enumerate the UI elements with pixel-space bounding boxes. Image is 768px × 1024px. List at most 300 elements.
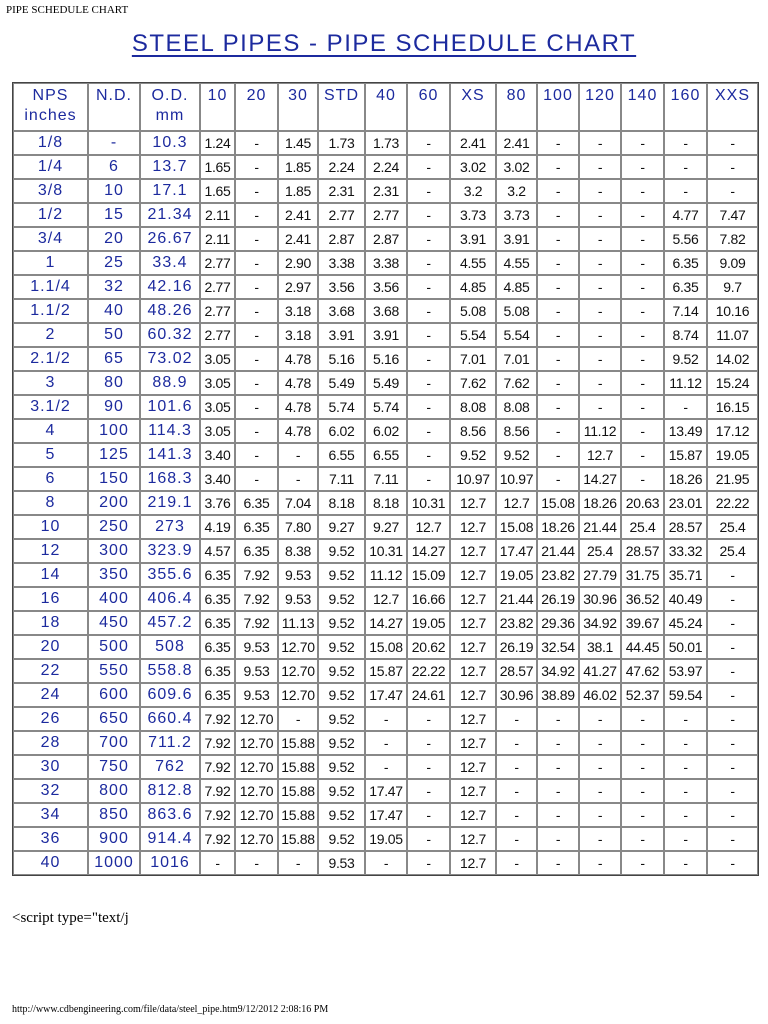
- wall-thickness-cell: 12.7: [450, 539, 496, 563]
- wall-thickness-cell: 3.38: [365, 251, 407, 275]
- table-row: [13, 851, 758, 875]
- wall-thickness-cell: 12.7: [450, 563, 496, 587]
- wall-thickness-cell: 33.32: [664, 539, 707, 563]
- wall-thickness-cell: -: [537, 275, 579, 299]
- wall-thickness-cell: 2.41: [496, 131, 537, 155]
- wall-thickness-cell: -: [621, 371, 664, 395]
- table-row: [13, 683, 758, 707]
- wall-thickness-cell: 20.62: [407, 635, 450, 659]
- wall-thickness-cell: 12.7: [450, 731, 496, 755]
- size-cell: 8: [13, 491, 88, 515]
- size-cell: 300: [88, 539, 140, 563]
- size-cell: 3: [13, 371, 88, 395]
- wall-thickness-cell: -: [579, 707, 621, 731]
- wall-thickness-cell: 4.85: [450, 275, 496, 299]
- column-header: 140: [621, 83, 664, 131]
- wall-thickness-cell: -: [407, 467, 450, 491]
- size-cell: 16: [13, 587, 88, 611]
- wall-thickness-cell: 4.55: [450, 251, 496, 275]
- wall-thickness-cell: 25.4: [707, 539, 758, 563]
- wall-thickness-cell: -: [621, 323, 664, 347]
- wall-thickness-cell: 32.54: [537, 635, 579, 659]
- page-title: STEEL PIPES - PIPE SCHEDULE CHART: [131, 30, 637, 57]
- size-cell: 3.1/2: [13, 395, 88, 419]
- wall-thickness-cell: 2.11: [200, 227, 235, 251]
- wall-thickness-cell: -: [407, 155, 450, 179]
- wall-thickness-cell: 4.78: [278, 395, 318, 419]
- wall-thickness-cell: -: [621, 419, 664, 443]
- wall-thickness-cell: 1.65: [200, 179, 235, 203]
- size-cell: 5: [13, 443, 88, 467]
- wall-thickness-cell: 12.70: [235, 827, 278, 851]
- wall-thickness-cell: 35.71: [664, 563, 707, 587]
- wall-thickness-cell: -: [707, 707, 758, 731]
- wall-thickness-cell: 5.08: [450, 299, 496, 323]
- size-cell: 20: [88, 227, 140, 251]
- wall-thickness-cell: -: [664, 803, 707, 827]
- size-cell: 24: [13, 683, 88, 707]
- wall-thickness-cell: 9.52: [318, 731, 365, 755]
- wall-thickness-cell: -: [407, 827, 450, 851]
- wall-thickness-cell: 6.35: [200, 659, 235, 683]
- wall-thickness-cell: -: [664, 827, 707, 851]
- wall-thickness-cell: 6.35: [200, 611, 235, 635]
- wall-thickness-cell: -: [365, 755, 407, 779]
- wall-thickness-cell: -: [278, 467, 318, 491]
- wall-thickness-cell: -: [365, 851, 407, 875]
- table-row: [13, 707, 758, 731]
- wall-thickness-cell: 8.18: [365, 491, 407, 515]
- wall-thickness-cell: 19.05: [496, 563, 537, 587]
- wall-thickness-cell: -: [579, 275, 621, 299]
- wall-thickness-cell: 9.53: [235, 659, 278, 683]
- wall-thickness-cell: -: [621, 251, 664, 275]
- wall-thickness-cell: -: [579, 251, 621, 275]
- wall-thickness-cell: 28.57: [621, 539, 664, 563]
- wall-thickness-cell: -: [278, 443, 318, 467]
- wall-thickness-cell: -: [235, 131, 278, 155]
- column-header: N.D.: [88, 83, 140, 131]
- wall-thickness-cell: -: [579, 203, 621, 227]
- wall-thickness-cell: -: [407, 851, 450, 875]
- size-cell: 350: [88, 563, 140, 587]
- wall-thickness-cell: 44.45: [621, 635, 664, 659]
- wall-thickness-cell: 7.47: [707, 203, 758, 227]
- size-cell: 400: [88, 587, 140, 611]
- wall-thickness-cell: 2.90: [278, 251, 318, 275]
- wall-thickness-cell: -: [537, 203, 579, 227]
- wall-thickness-cell: -: [407, 731, 450, 755]
- size-cell: 1: [13, 251, 88, 275]
- wall-thickness-cell: 25.4: [707, 515, 758, 539]
- wall-thickness-cell: 21.44: [537, 539, 579, 563]
- wall-thickness-cell: 18.26: [537, 515, 579, 539]
- size-cell: 1/8: [13, 131, 88, 155]
- wall-thickness-cell: -: [537, 755, 579, 779]
- wall-thickness-cell: 34.92: [579, 611, 621, 635]
- wall-thickness-cell: 1.65: [200, 155, 235, 179]
- wall-thickness-cell: 2.77: [318, 203, 365, 227]
- size-cell: 900: [88, 827, 140, 851]
- wall-thickness-cell: 6.35: [664, 275, 707, 299]
- wall-thickness-cell: 9.7: [707, 275, 758, 299]
- wall-thickness-cell: 11.07: [707, 323, 758, 347]
- size-cell: 250: [88, 515, 140, 539]
- size-cell: 700: [88, 731, 140, 755]
- wall-thickness-cell: 38.89: [537, 683, 579, 707]
- wall-thickness-cell: 34.92: [537, 659, 579, 683]
- wall-thickness-cell: -: [664, 779, 707, 803]
- wall-thickness-cell: 9.52: [318, 779, 365, 803]
- wall-thickness-cell: 3.05: [200, 419, 235, 443]
- wall-thickness-cell: 12.70: [235, 803, 278, 827]
- wall-thickness-cell: -: [664, 731, 707, 755]
- table-row: [13, 587, 758, 611]
- wall-thickness-cell: 1.73: [318, 131, 365, 155]
- wall-thickness-cell: -: [537, 323, 579, 347]
- wall-thickness-cell: 9.52: [318, 707, 365, 731]
- wall-thickness-cell: 17.47: [496, 539, 537, 563]
- wall-thickness-cell: -: [579, 851, 621, 875]
- wall-thickness-cell: 7.92: [235, 587, 278, 611]
- table-row: [13, 251, 758, 275]
- wall-thickness-cell: -: [365, 731, 407, 755]
- column-header: 30: [278, 83, 318, 131]
- wall-thickness-cell: 3.76: [200, 491, 235, 515]
- wall-thickness-cell: 8.74: [664, 323, 707, 347]
- wall-thickness-cell: -: [235, 467, 278, 491]
- wall-thickness-cell: 12.7: [496, 491, 537, 515]
- wall-thickness-cell: 38.1: [579, 635, 621, 659]
- wall-thickness-cell: 2.87: [365, 227, 407, 251]
- size-cell: 550: [88, 659, 140, 683]
- wall-thickness-cell: -: [407, 707, 450, 731]
- wall-thickness-cell: 18.26: [579, 491, 621, 515]
- wall-thickness-cell: 2.24: [318, 155, 365, 179]
- wall-thickness-cell: 7.01: [496, 347, 537, 371]
- wall-thickness-cell: 7.92: [235, 611, 278, 635]
- wall-thickness-cell: 12.70: [235, 755, 278, 779]
- table-row: [13, 755, 758, 779]
- pipe-schedule-table: [12, 82, 759, 876]
- wall-thickness-cell: 11.12: [365, 563, 407, 587]
- wall-thickness-cell: 12.7: [450, 779, 496, 803]
- table-row: [13, 443, 758, 467]
- wall-thickness-cell: -: [707, 635, 758, 659]
- wall-thickness-cell: 7.82: [707, 227, 758, 251]
- column-header: 100: [537, 83, 579, 131]
- wall-thickness-cell: 4.85: [496, 275, 537, 299]
- wall-thickness-cell: -: [235, 203, 278, 227]
- wall-thickness-cell: 1.73: [365, 131, 407, 155]
- wall-thickness-cell: 7.92: [235, 563, 278, 587]
- wall-thickness-cell: 3.73: [496, 203, 537, 227]
- table-row: [13, 539, 758, 563]
- size-cell: 558.8: [140, 659, 200, 683]
- wall-thickness-cell: 7.92: [200, 731, 235, 755]
- wall-thickness-cell: 19.05: [407, 611, 450, 635]
- size-cell: 850: [88, 803, 140, 827]
- wall-thickness-cell: 7.92: [200, 707, 235, 731]
- wall-thickness-cell: -: [621, 803, 664, 827]
- wall-thickness-cell: 5.74: [365, 395, 407, 419]
- wall-thickness-cell: -: [621, 179, 664, 203]
- wall-thickness-cell: 9.53: [235, 683, 278, 707]
- column-header: NPS inches: [13, 83, 88, 131]
- wall-thickness-cell: 52.37: [621, 683, 664, 707]
- wall-thickness-cell: -: [579, 227, 621, 251]
- wall-thickness-cell: 3.40: [200, 467, 235, 491]
- wall-thickness-cell: -: [235, 419, 278, 443]
- size-cell: 1016: [140, 851, 200, 875]
- wall-thickness-cell: 2.31: [365, 179, 407, 203]
- wall-thickness-cell: 5.74: [318, 395, 365, 419]
- wall-thickness-cell: 5.54: [496, 323, 537, 347]
- table-row: [13, 155, 758, 179]
- size-cell: 660.4: [140, 707, 200, 731]
- wall-thickness-cell: 45.24: [664, 611, 707, 635]
- wall-thickness-cell: 9.53: [318, 851, 365, 875]
- wall-thickness-cell: -: [707, 179, 758, 203]
- wall-thickness-cell: -: [707, 803, 758, 827]
- wall-thickness-cell: -: [579, 347, 621, 371]
- wall-thickness-cell: 3.73: [450, 203, 496, 227]
- wall-thickness-cell: 18.26: [664, 467, 707, 491]
- wall-thickness-cell: 3.02: [496, 155, 537, 179]
- wall-thickness-cell: 15.09: [407, 563, 450, 587]
- wall-thickness-cell: -: [496, 707, 537, 731]
- wall-thickness-cell: 15.88: [278, 755, 318, 779]
- column-header: 40: [365, 83, 407, 131]
- wall-thickness-cell: -: [235, 227, 278, 251]
- wall-thickness-cell: -: [621, 395, 664, 419]
- wall-thickness-cell: 3.91: [318, 323, 365, 347]
- wall-thickness-cell: 2.41: [278, 227, 318, 251]
- size-cell: 3/4: [13, 227, 88, 251]
- wall-thickness-cell: 1.85: [278, 179, 318, 203]
- wall-thickness-cell: 3.68: [318, 299, 365, 323]
- wall-thickness-cell: -: [621, 755, 664, 779]
- wall-thickness-cell: -: [707, 755, 758, 779]
- wall-thickness-cell: 26.19: [537, 587, 579, 611]
- size-cell: 457.2: [140, 611, 200, 635]
- wall-thickness-cell: 36.52: [621, 587, 664, 611]
- wall-thickness-cell: -: [235, 179, 278, 203]
- wall-thickness-cell: -: [664, 395, 707, 419]
- size-cell: 500: [88, 635, 140, 659]
- wall-thickness-cell: -: [407, 443, 450, 467]
- wall-thickness-cell: 9.52: [318, 827, 365, 851]
- table-row: [13, 419, 758, 443]
- wall-thickness-cell: -: [537, 131, 579, 155]
- wall-thickness-cell: -: [407, 755, 450, 779]
- wall-thickness-cell: 3.02: [450, 155, 496, 179]
- size-cell: 406.4: [140, 587, 200, 611]
- wall-thickness-cell: 9.52: [318, 683, 365, 707]
- wall-thickness-cell: -: [621, 275, 664, 299]
- wall-thickness-cell: 9.52: [450, 443, 496, 467]
- size-cell: -: [88, 131, 140, 155]
- size-cell: 600: [88, 683, 140, 707]
- wall-thickness-cell: -: [621, 707, 664, 731]
- wall-thickness-cell: 3.18: [278, 299, 318, 323]
- size-cell: 20: [13, 635, 88, 659]
- wall-thickness-cell: -: [621, 443, 664, 467]
- wall-thickness-cell: -: [235, 251, 278, 275]
- size-cell: 219.1: [140, 491, 200, 515]
- table-row: [13, 467, 758, 491]
- size-cell: 48.26: [140, 299, 200, 323]
- size-cell: 1000: [88, 851, 140, 875]
- wall-thickness-cell: -: [235, 299, 278, 323]
- wall-thickness-cell: 59.54: [664, 683, 707, 707]
- wall-thickness-cell: -: [537, 155, 579, 179]
- size-cell: 36: [13, 827, 88, 851]
- wall-thickness-cell: 30.96: [496, 683, 537, 707]
- wall-thickness-cell: 22.22: [407, 659, 450, 683]
- wall-thickness-cell: 4.19: [200, 515, 235, 539]
- wall-thickness-cell: -: [496, 755, 537, 779]
- table-row: [13, 323, 758, 347]
- wall-thickness-cell: 6.35: [200, 683, 235, 707]
- wall-thickness-cell: -: [579, 755, 621, 779]
- wall-thickness-cell: -: [579, 179, 621, 203]
- size-cell: 125: [88, 443, 140, 467]
- wall-thickness-cell: 9.52: [318, 803, 365, 827]
- wall-thickness-cell: 3.05: [200, 371, 235, 395]
- wall-thickness-cell: 16.66: [407, 587, 450, 611]
- table-row: [13, 563, 758, 587]
- wall-thickness-cell: 3.18: [278, 323, 318, 347]
- size-cell: 26.67: [140, 227, 200, 251]
- wall-thickness-cell: -: [407, 227, 450, 251]
- wall-thickness-cell: 12.7: [450, 755, 496, 779]
- wall-thickness-cell: 2.77: [200, 323, 235, 347]
- size-cell: 812.8: [140, 779, 200, 803]
- wall-thickness-cell: 12.7: [450, 587, 496, 611]
- wall-thickness-cell: -: [579, 731, 621, 755]
- wall-thickness-cell: -: [407, 203, 450, 227]
- wall-thickness-cell: -: [200, 851, 235, 875]
- wall-thickness-cell: 2.87: [318, 227, 365, 251]
- wall-thickness-cell: 5.16: [318, 347, 365, 371]
- wall-thickness-cell: 6.55: [318, 443, 365, 467]
- size-cell: 40: [88, 299, 140, 323]
- wall-thickness-cell: -: [707, 563, 758, 587]
- column-header: 20: [235, 83, 278, 131]
- wall-thickness-cell: 12.7: [450, 659, 496, 683]
- size-cell: 4: [13, 419, 88, 443]
- size-cell: 508: [140, 635, 200, 659]
- wall-thickness-cell: -: [707, 731, 758, 755]
- wall-thickness-cell: -: [537, 227, 579, 251]
- wall-thickness-cell: 7.11: [318, 467, 365, 491]
- size-cell: 28: [13, 731, 88, 755]
- size-cell: 609.6: [140, 683, 200, 707]
- wall-thickness-cell: 12.70: [278, 683, 318, 707]
- size-cell: 13.7: [140, 155, 200, 179]
- wall-thickness-cell: 6.02: [365, 419, 407, 443]
- wall-thickness-cell: 12.7: [450, 707, 496, 731]
- wall-thickness-cell: -: [579, 395, 621, 419]
- wall-thickness-cell: -: [407, 131, 450, 155]
- wall-thickness-cell: 9.27: [318, 515, 365, 539]
- size-cell: 6: [88, 155, 140, 179]
- wall-thickness-cell: 21.44: [579, 515, 621, 539]
- table-row: [13, 227, 758, 251]
- size-cell: 100: [88, 419, 140, 443]
- wall-thickness-cell: 13.49: [664, 419, 707, 443]
- wall-thickness-cell: 4.57: [200, 539, 235, 563]
- wall-thickness-cell: 40.49: [664, 587, 707, 611]
- wall-thickness-cell: 3.05: [200, 347, 235, 371]
- wall-thickness-cell: 1.85: [278, 155, 318, 179]
- size-cell: 762: [140, 755, 200, 779]
- wall-thickness-cell: 9.52: [318, 611, 365, 635]
- wall-thickness-cell: 15.88: [278, 731, 318, 755]
- size-cell: 26: [13, 707, 88, 731]
- wall-thickness-cell: 3.68: [365, 299, 407, 323]
- wall-thickness-cell: 8.56: [496, 419, 537, 443]
- size-cell: 12: [13, 539, 88, 563]
- wall-thickness-cell: 4.55: [496, 251, 537, 275]
- column-header: 60: [407, 83, 450, 131]
- wall-thickness-cell: -: [407, 419, 450, 443]
- wall-thickness-cell: -: [407, 395, 450, 419]
- column-header: STD: [318, 83, 365, 131]
- table-row: [13, 131, 758, 155]
- wall-thickness-cell: 3.91: [365, 323, 407, 347]
- wall-thickness-cell: -: [537, 707, 579, 731]
- wall-thickness-cell: -: [407, 179, 450, 203]
- wall-thickness-cell: 2.77: [200, 251, 235, 275]
- wall-thickness-cell: 15.88: [278, 803, 318, 827]
- wall-thickness-cell: 8.38: [278, 539, 318, 563]
- wall-thickness-cell: -: [664, 851, 707, 875]
- wall-thickness-cell: -: [579, 827, 621, 851]
- wall-thickness-cell: 9.52: [664, 347, 707, 371]
- column-header: 80: [496, 83, 537, 131]
- wall-thickness-cell: 9.52: [318, 755, 365, 779]
- wall-thickness-cell: 11.12: [579, 419, 621, 443]
- size-cell: 88.9: [140, 371, 200, 395]
- wall-thickness-cell: -: [707, 683, 758, 707]
- wall-thickness-cell: 2.11: [200, 203, 235, 227]
- wall-thickness-cell: 12.70: [235, 707, 278, 731]
- wall-thickness-cell: 7.04: [278, 491, 318, 515]
- wall-thickness-cell: -: [235, 323, 278, 347]
- column-header: 10: [200, 83, 235, 131]
- wall-thickness-cell: -: [579, 323, 621, 347]
- wall-thickness-cell: -: [621, 779, 664, 803]
- wall-thickness-cell: -: [664, 131, 707, 155]
- size-cell: 6: [13, 467, 88, 491]
- wall-thickness-cell: -: [621, 299, 664, 323]
- wall-thickness-cell: 11.12: [664, 371, 707, 395]
- wall-thickness-cell: 15.87: [664, 443, 707, 467]
- wall-thickness-cell: -: [537, 851, 579, 875]
- wall-thickness-cell: -: [707, 155, 758, 179]
- size-cell: 800: [88, 779, 140, 803]
- size-cell: 80: [88, 371, 140, 395]
- size-cell: 168.3: [140, 467, 200, 491]
- wall-thickness-cell: -: [664, 755, 707, 779]
- wall-thickness-cell: 3.56: [318, 275, 365, 299]
- wall-thickness-cell: 28.57: [496, 659, 537, 683]
- wall-thickness-cell: 14.27: [365, 611, 407, 635]
- wall-thickness-cell: 1.45: [278, 131, 318, 155]
- wall-thickness-cell: 4.78: [278, 347, 318, 371]
